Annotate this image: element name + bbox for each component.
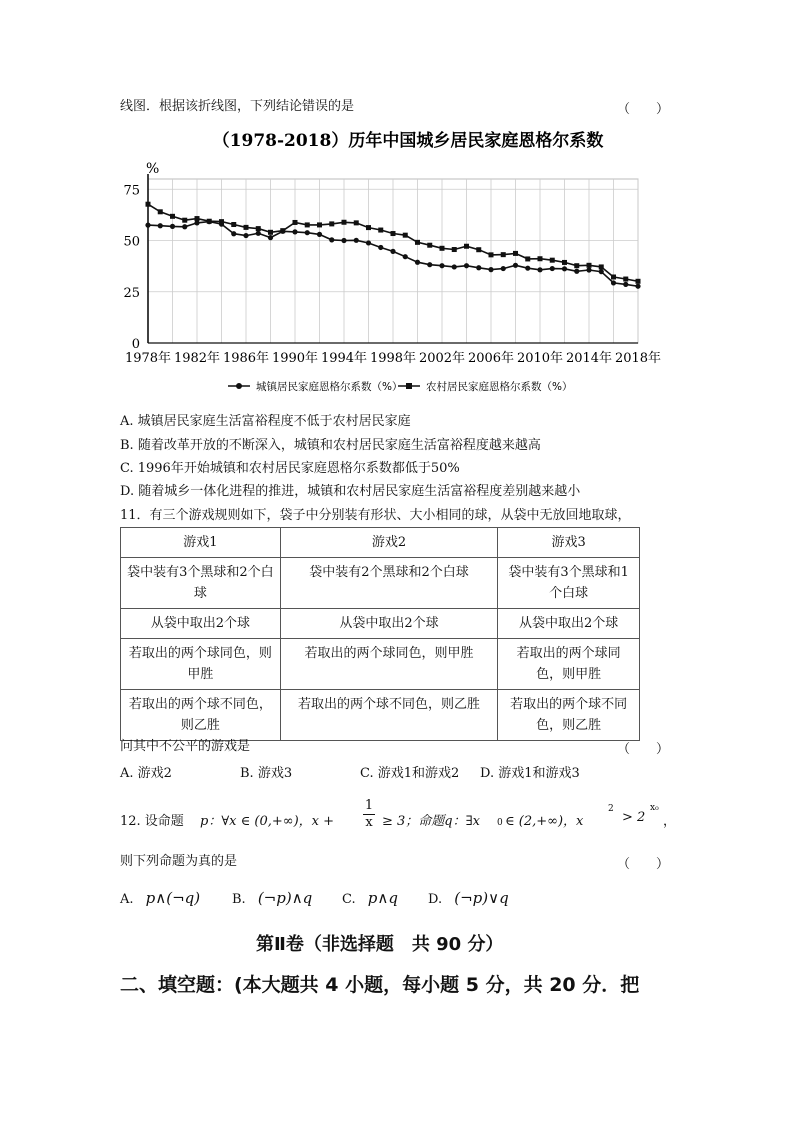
data-point-urban [341, 238, 346, 243]
data-point-rural [562, 260, 567, 265]
data-point-urban [390, 249, 395, 254]
table-cell: 若取出的两个球不同色，则乙胜 [121, 690, 281, 741]
option-expr: (¬p)∧q [257, 889, 313, 907]
data-point-urban [427, 262, 432, 267]
data-point-rural [329, 221, 334, 226]
q11-option-c: C. 游戏1和游戏2 [360, 766, 460, 781]
superscript: 2 [608, 804, 614, 814]
q12-ge-part: ≥ 3；命题q：∃x [382, 814, 481, 829]
data-point-urban [268, 235, 273, 240]
q12-in-part: ∈ (2,+∞)，x [505, 814, 584, 829]
q10-option-d: D. 随着城乡一体化进程的推进，城镇和农村居民家庭生活富裕程度差别越来越小 [120, 484, 581, 499]
table-cell: 游戏1 [121, 528, 281, 558]
x-tick-label: 2006年 [467, 351, 515, 366]
data-point-urban [635, 284, 640, 289]
table-cell: 游戏2 [280, 528, 498, 558]
q12-prefix: 12. 设命题 [120, 814, 184, 829]
section-heading-part2: 第Ⅱ卷（非选择题 共 90 分） [256, 934, 504, 955]
data-point-rural [403, 233, 408, 238]
data-point-urban [476, 265, 481, 270]
option-label: D. [428, 892, 443, 907]
data-point-urban [305, 230, 310, 235]
fraction-denominator: x [363, 814, 375, 831]
data-point-rural [378, 228, 383, 233]
data-point-urban [488, 267, 493, 272]
data-point-urban [256, 231, 261, 236]
y-tick-label: 50 [123, 234, 140, 250]
data-point-rural [574, 263, 579, 268]
data-point-urban [182, 224, 187, 229]
q10-option-a: A. 城镇居民家庭生活富裕程度不低于农村居民家庭 [120, 414, 411, 429]
data-point-urban [158, 223, 163, 228]
data-point-urban [525, 266, 530, 271]
table-row [121, 609, 640, 639]
data-point-rural [476, 247, 481, 252]
q11-stem: 11．有三个游戏规则如下，袋子中分别装有形状、大小相同的球，从袋中无放回地取球， [120, 508, 631, 523]
data-point-urban [378, 245, 383, 250]
data-point-rural [587, 263, 592, 268]
data-point-rural [550, 258, 555, 263]
question-intro-text: 线图．根据该折线图，下列结论错误的是 [120, 99, 355, 114]
data-point-urban [170, 224, 175, 229]
option-expr: p∧q [367, 889, 398, 907]
subscript: 0 [497, 818, 503, 828]
q12-option-b [232, 889, 312, 907]
data-point-rural [244, 225, 249, 230]
data-point-urban [231, 231, 236, 236]
data-point-rural [440, 246, 445, 251]
data-point-rural [207, 219, 212, 224]
data-point-urban [317, 232, 322, 237]
data-point-rural [538, 256, 543, 261]
data-point-rural [611, 274, 616, 279]
data-point-urban [501, 266, 506, 271]
chart-legend [228, 380, 572, 393]
legend-label: 农村居民家庭恩格尔系数（%） [426, 381, 573, 393]
data-point-urban [611, 280, 616, 285]
q10-option-c: C. 1996年开始城镇和农村居民家庭恩格尔系数都低于50% [120, 461, 460, 476]
table-cell: 袋中装有2个黑球和2个白球 [280, 558, 498, 609]
x-tick-label: 1994年 [320, 351, 368, 366]
table-cell: 若取出的两个球同色，则甲胜 [121, 639, 281, 690]
q12-p-part: p：∀x ∈ (0,+∞)，x + [200, 814, 335, 829]
data-point-urban [366, 240, 371, 245]
data-point-rural [158, 209, 163, 214]
data-point-rural [599, 264, 604, 269]
table-cell: 从袋中取出2个球 [498, 609, 640, 639]
data-point-urban [586, 267, 591, 272]
data-point-urban [292, 229, 297, 234]
data-point-rural [317, 222, 322, 227]
q12-option-c [342, 889, 398, 907]
data-point-rural [415, 240, 420, 245]
answer-paren: （ ） [616, 742, 669, 757]
superscript: x₀ [650, 803, 659, 813]
q12-question: 则下列命题为真的是 [120, 854, 238, 869]
chart-title: （1978-2018）历年中国城乡居民家庭恩格尔系数 [212, 131, 604, 151]
y-tick-label: 75 [123, 183, 140, 199]
q11-option-d: D. 游戏1和游戏3 [480, 766, 580, 781]
data-point-urban [329, 237, 334, 242]
answer-paren: （ ） [616, 102, 669, 117]
x-tick-label: 2010年 [516, 351, 564, 366]
table-cell: 若取出的两个球不同色，则乙胜 [280, 690, 498, 741]
x-tick-label: 1982年 [173, 351, 221, 366]
x-tick-label: 1978年 [124, 351, 172, 366]
data-point-rural [256, 226, 261, 231]
data-point-rural [305, 222, 310, 227]
data-point-rural [268, 230, 273, 235]
chart-tick-labels [123, 183, 661, 366]
table-cell: 袋中装有3个黑球和2个白球 [121, 558, 281, 609]
data-point-urban [599, 269, 604, 274]
option-expr: (¬p)∨q [454, 889, 509, 907]
q12-option-a [120, 889, 200, 907]
x-tick-label: 1990年 [271, 351, 319, 366]
data-point-rural [293, 220, 298, 225]
data-point-urban [403, 254, 408, 259]
data-point-rural [231, 222, 236, 227]
fraction-numerator: 1 [364, 798, 374, 813]
game-rules-table [120, 527, 640, 741]
x-tick-label: 2018年 [614, 351, 662, 366]
table-cell: 袋中装有3个黑球和1个白球 [498, 558, 640, 609]
table-cell: 若取出的两个球不同色，则乙胜 [498, 690, 640, 741]
q12-end: ， [663, 814, 677, 829]
option-expr: p∧(¬q) [145, 889, 201, 907]
table-cell: 若取出的两个球同色，则甲胜 [280, 639, 498, 690]
legend-marker-square [406, 383, 412, 389]
data-point-rural [464, 244, 469, 249]
option-label: C. [342, 892, 356, 907]
data-point-rural [195, 216, 200, 221]
data-point-urban [145, 223, 150, 228]
data-point-rural [391, 231, 396, 236]
data-point-urban [439, 263, 444, 268]
q11-option-b: B. 游戏3 [240, 766, 293, 781]
data-point-rural [182, 218, 187, 223]
fraction [363, 798, 375, 831]
data-point-urban [623, 282, 628, 287]
table-cell: 游戏3 [498, 528, 640, 558]
table-row [121, 690, 640, 741]
legend-label: 城镇居民家庭恩格尔系数（%） [256, 381, 403, 393]
data-point-rural [513, 251, 518, 256]
q11-option-a: A. 游戏2 [120, 766, 172, 781]
data-point-rural [354, 220, 359, 225]
data-point-rural [427, 243, 432, 248]
data-point-rural [452, 247, 457, 252]
y-tick-label: 25 [123, 285, 140, 301]
table-cell: 若取出的两个球同色，则甲胜 [498, 639, 640, 690]
option-label: B. [232, 892, 246, 907]
x-tick-label: 1998年 [369, 351, 417, 366]
data-point-rural [636, 279, 641, 284]
table-row [121, 639, 640, 690]
data-point-rural [280, 228, 285, 233]
data-point-urban [550, 266, 555, 271]
data-point-rural [342, 220, 347, 225]
data-point-urban [562, 266, 567, 271]
table-row [121, 558, 640, 609]
data-point-rural [366, 225, 371, 230]
answer-paren: （ ） [616, 857, 669, 872]
q12-gt-part: > 2 [622, 810, 646, 825]
y-tick-label: 0 [131, 337, 140, 352]
legend-marker-circle [236, 383, 242, 389]
data-point-urban [574, 269, 579, 274]
data-point-urban [243, 233, 248, 238]
x-tick-label: 1986年 [222, 351, 270, 366]
engel-coefficient-line-chart [120, 128, 680, 406]
chart-grid [148, 174, 638, 343]
data-point-urban [537, 267, 542, 272]
y-axis-label: % [146, 161, 160, 177]
data-point-rural [623, 277, 628, 282]
section-heading-fill-blank: 二、填空题：(本大题共 4 小题，每小题 5 分，共 20 分．把 [120, 974, 640, 996]
data-point-urban [464, 263, 469, 268]
data-point-rural [146, 202, 151, 207]
data-point-rural [219, 219, 224, 224]
data-point-urban [354, 238, 359, 243]
table-cell: 从袋中取出2个球 [280, 609, 498, 639]
data-point-rural [501, 252, 506, 257]
data-point-urban [513, 263, 518, 268]
table-row [121, 528, 640, 558]
q12-option-d [428, 889, 509, 907]
data-point-rural [525, 256, 530, 261]
q11-question: 问其中不公平的游戏是 [120, 739, 251, 754]
data-point-urban [415, 260, 420, 265]
data-point-rural [170, 214, 175, 219]
x-tick-label: 2014年 [565, 351, 613, 366]
option-label: A. [120, 892, 134, 907]
table-cell: 从袋中取出2个球 [121, 609, 281, 639]
data-point-urban [452, 264, 457, 269]
data-point-rural [489, 252, 494, 257]
q10-option-b: B. 随着改革开放的不断深入，城镇和农村居民家庭生活富裕程度越来越高 [120, 438, 541, 453]
x-tick-label: 2002年 [418, 351, 466, 366]
